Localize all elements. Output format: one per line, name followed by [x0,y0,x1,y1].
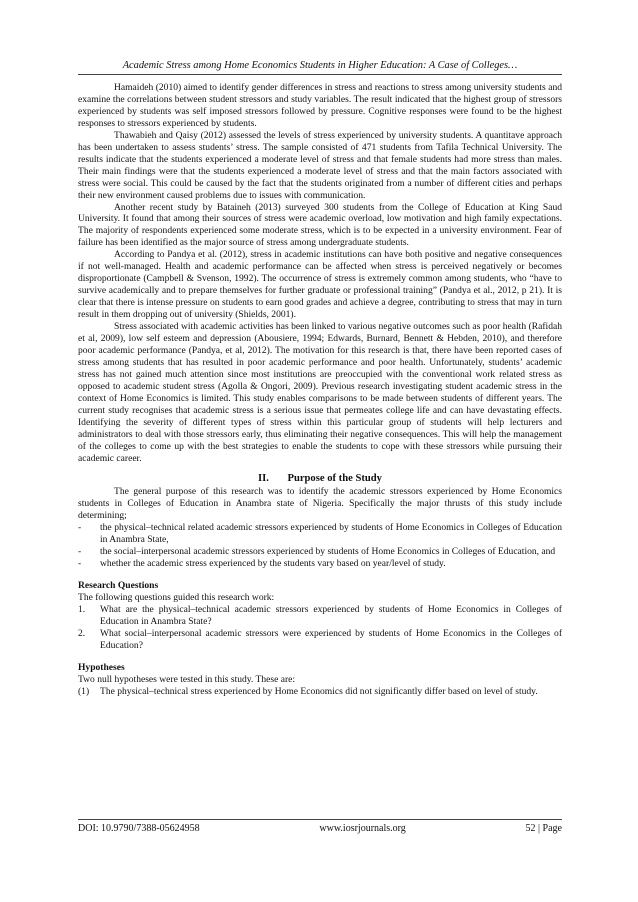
research-question-item [78,628,562,652]
section-title-purpose: II. Purpose of the Study [258,472,382,484]
question-number: 2. [78,627,86,639]
bullet-marker: - [78,558,82,570]
footer-website: www.iosrjournals.org [319,823,406,834]
hypotheses-intro: Two null hypotheses were tested in this study. These are: [78,673,296,685]
footer-doi: DOI: 10.9790/7388-05624958 [78,823,200,834]
article-body [78,82,562,698]
hypothesis-number: (1) [78,685,90,697]
research-questions-intro: The following questions guided this research work: [78,592,275,604]
paragraph-bataineh: Another recent study by Bataineh (2013) surveyed 300 students from the College of Education at King Saud University. It found that among their sources of stress were academic overload, low motivation and high family expectations. The majority of respondents experienced some moderate stress, which is to be expected in a university environment. Fear of failure has been identified as the major source of stress among undergraduate students. [78,201,562,249]
footer-page-number: 52 | Page [525,823,562,834]
bullet-text: whether the academic stress experienced by the students vary based on year/level of study. [100,558,446,570]
question-text: What are the physical–technical academic stressors experienced by students of Home Economics in Colleges of Education in Anambra State? [100,604,562,627]
paragraph-pandya: According to Pandya et al. (2012), stress in academic institutions can have both positive and negative consequences if not well-managed. Health and academic performance can be affected when stress is perceived negatively or becomes disproportionate (Campbell & Svenson, 1992). The occurrence of stress is extremely common among students, who “have to survive academically and to prepare themselves for further graduate or professional training” (Pandya et al., 2012, p 21). It is clear that there is intense pressure on students to earn good grades and achieve a degree, contributing to stress that may in turn result in them dropping out of university (Shields, 2001). [78,249,562,321]
bullet-marker: - [78,546,82,558]
bullet-text: the social–interpersonal academic stressors experienced by students of Home Economics in Colleges of Education, and [100,546,556,558]
paragraph-hamaideh: Hamaideh (2010) aimed to identify gender differences in stress and reactions to stress among university students and examine the correlations between student stressors and study variables. The result indicated that the highest group of stressors experienced by students was self imposed stressors followed by pressure. Cognitive responses were found to be the highest responses to stressors experienced by students. [78,82,562,129]
research-questions-heading: Research Questions [78,580,159,592]
purpose-bullet [78,558,562,570]
hypothesis-item [78,686,562,698]
page-footer [78,819,562,834]
purpose-bullet [78,546,562,558]
hypothesis-text: The physical–technical stress experienced by Home Economics did not significantly differ based on level of study. [100,685,538,697]
bullet-marker: - [78,522,82,534]
purpose-bullet [78,522,562,546]
hypotheses-heading: Hypotheses [78,661,125,673]
bullet-text: the physical–technical related academic stressors experienced by students of Home Economics in Colleges of Education in Anambra State, [100,522,562,546]
question-number: 1. [78,604,86,616]
question-text: What social–interpersonal academic stressors were experienced by students of Home Economics in the Colleges of Education? [100,627,562,651]
paragraph-thawabieh: Thawabieh and Qaisy (2012) assessed the levels of stress experienced by university students. A quantitave approach has been undertaken to assess students’ stress. The sample consisted of 471 students from Tafila Technical University. The results indicate that the students experienced a moderate level of stress and that female students had more stress than males. Their main findings were that the students experienced a moderate level of stress and that the main factors associated with stress were social. This could be caused by the fact that the students originated from a number of different cities and perhaps their new environment caused problems due to issues with communication. [78,129,562,201]
purpose-intro: The general purpose of this research was to identify the academic stressors experienced by Home Economics students in Colleges of Education in Anambra state of Nigeria. Specifically the major thrusts of this study include determining; [78,486,562,522]
paragraph-motivation: Stress associated with academic activities has been linked to various negative outcomes such as poor health (Rafidah et al, 2009), low self esteem and depression (Abousiere, 1994; Edwards, Burnard, Bennett & Hebden, 2010), and therefore poor academic performance (Pandya, et al, 2012). The motivation for this research is that, there have been reported cases of stress among students that has resulted in poor academic performance and poor health. Unfortunately, students’ academic stress has not gained much attention since most institutions are preoccupied with the conventional work related stress as opposed to academic student stress (Agolla & Ongori, 2009). Previous research investigating student academic stress in the context of Home Economics is limited. This study enables comparisons to be made between students of different years. The current study recognises that academic stress is a serious issue that permeates college life and can have devastating effects. Identifying the severity of different types of stress within this particular group of students will help lecturers and administrators to deal with those stressors early, thus eliminating their negative consequences. This will help the management of the colleges to come up with the best strategies to enable the students to cope with these stressors while pursuing their academic career. [78,321,562,464]
running-header: Academic Stress among Home Economics Students in Higher Education: A Case of Colleges… [78,60,562,75]
research-question-item [78,604,562,628]
